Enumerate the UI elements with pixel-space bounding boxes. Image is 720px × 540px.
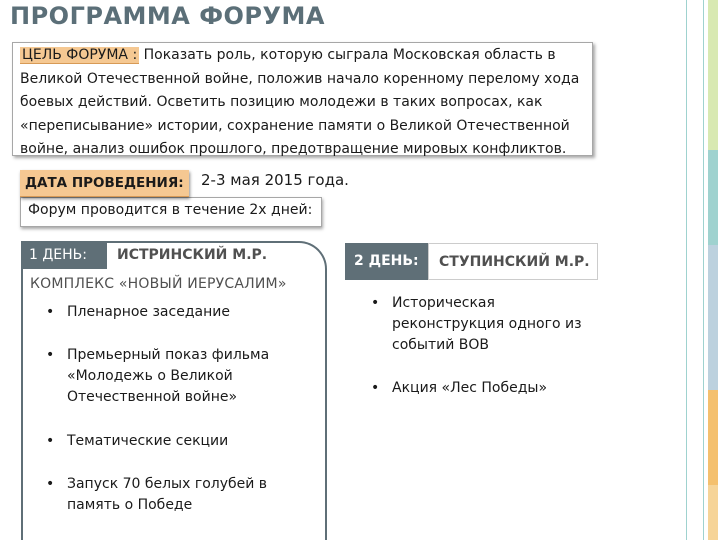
list-item: • Премьерный показ фильма «Молодежь о Великой Отечественной войне»	[46, 345, 296, 408]
date-value: 2-3 мая 2015 года.	[201, 171, 349, 189]
day2-place: СТУПИНСКИЙ М.Р.	[439, 254, 590, 270]
decorative-line	[686, 0, 687, 540]
day2-list	[371, 293, 606, 399]
decorative-block	[708, 245, 718, 390]
goal-label: ЦЕЛЬ ФОРУМА :	[22, 47, 138, 63]
day1-place: ИСТРИНСКИЙ М.Р.	[117, 247, 268, 263]
list-item: • Историческая реконструкция одного из событий ВОВ	[371, 293, 606, 356]
list-item: • Тематические секции	[46, 431, 296, 452]
date-label: ДАТА ПРОВЕДЕНИЯ:	[20, 170, 189, 197]
decorative-line	[703, 0, 704, 540]
decorative-block	[708, 150, 718, 245]
goal-text	[20, 44, 595, 162]
day1-label: 1 ДЕНЬ:	[21, 241, 107, 269]
page-title: ПРОГРАММА ФОРУМА	[10, 2, 325, 30]
decorative-block	[708, 485, 718, 540]
list-item: • Пленарное заседание	[46, 302, 296, 323]
day1-list	[46, 302, 296, 516]
list-item: • Акция «Лес Победы»	[371, 378, 606, 399]
decorative-block	[708, 0, 718, 150]
day2-label: 2 ДЕНЬ:	[345, 243, 429, 280]
duration-text: Форум проводится в течение 2х дней:	[28, 202, 313, 218]
decorative-block	[708, 390, 718, 485]
goal-description: Показать роль, которую сыграла Московская область в Великой Отечественной войне, положив начало коренному перелому хода боевых действий. Осветить позицию молодежи в таких вопросах, как «переписывание» истории, сохранение памяти о Великой Отечественной войне, анализ ошибок прошлого, предотвращение мировых конфликтов.	[20, 47, 580, 157]
list-item: • Запуск 70 белых голубей в память о Победе	[46, 474, 296, 516]
day1-complex: КОМПЛЕКС «НОВЫЙ ИЕРУСАЛИМ»	[30, 276, 287, 292]
